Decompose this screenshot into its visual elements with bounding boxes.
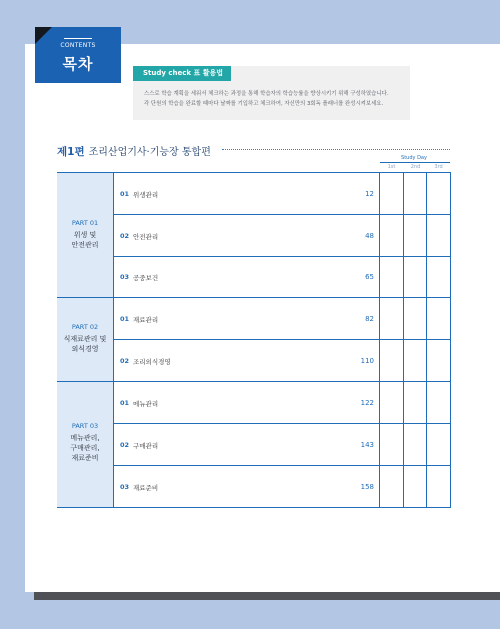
row-number: 01 [120, 315, 130, 323]
chapter-heading [57, 140, 211, 158]
part-name-line: 식재료관리 및 [63, 335, 107, 343]
study-day-label: Study Day [401, 155, 427, 161]
row-number: 02 [120, 357, 130, 365]
row-page: 122 [360, 399, 374, 407]
row-title: 구매관리 [133, 442, 159, 450]
row-title: 메뉴관리 [133, 400, 159, 408]
chapter-number: 제1편 [57, 146, 85, 158]
row-title: 재료관리 [133, 316, 159, 324]
row-page: 65 [365, 273, 374, 281]
study-day-divider-2nd [403, 172, 404, 508]
row-number: 01 [120, 190, 130, 198]
part-name-line: 위생 및 [73, 231, 97, 239]
contents-label: CONTENTS [60, 42, 96, 49]
study-check-tab: Study check 표 활용법 [133, 66, 231, 81]
part-03-label [57, 422, 113, 463]
badge-divider [64, 38, 92, 39]
part-code: PART 02 [71, 323, 99, 331]
row-title: 공중보건 [133, 274, 159, 282]
study-day-col-3rd: 3rd [434, 164, 443, 170]
part-name-line: 재료준비 [71, 454, 99, 462]
row-page: 48 [365, 232, 374, 240]
part-name-line: 안전관리 [71, 241, 99, 249]
row-page: 82 [365, 315, 374, 323]
table-row[interactable] [113, 215, 450, 257]
part-name-line: 구매관리, [70, 444, 100, 452]
row-page: 12 [365, 190, 374, 198]
part-01-label [57, 219, 113, 250]
table-row[interactable] [113, 257, 450, 298]
study-day-divider-1st [379, 172, 380, 508]
study-check-line-1: 스스로 학습 계획을 세워서 체크하는 과정을 통해 학습자의 학습능률을 향상시키기 위해 구성하였습니다. [144, 91, 389, 97]
chapter-dotted-rule [222, 149, 450, 150]
row-number: 03 [120, 273, 130, 281]
row-title: 조리외식경영 [133, 358, 171, 366]
part-code: PART 01 [71, 219, 99, 227]
study-day-rule [380, 162, 450, 163]
chapter-title: 조리산업기사·기능장 통합편 [88, 147, 211, 158]
study-day-divider-3rd [426, 172, 427, 508]
row-number: 03 [120, 483, 130, 491]
row-number: 02 [120, 441, 130, 449]
table-row[interactable] [113, 382, 450, 424]
row-title: 재료준비 [133, 484, 159, 492]
row-number: 01 [120, 399, 130, 407]
page-title: 목차 [62, 55, 94, 73]
row-title: 위생관리 [133, 191, 159, 199]
part-name-line: 메뉴관리, [70, 434, 100, 442]
part-02-cell [57, 298, 113, 382]
part-code: PART 03 [71, 422, 99, 430]
table-row[interactable] [113, 424, 450, 466]
study-day-col-2nd: 2nd [410, 164, 421, 170]
row-page: 143 [360, 441, 374, 449]
table-row[interactable] [113, 340, 450, 382]
study-day-col-1st: 1st [387, 164, 396, 170]
table-row[interactable] [113, 298, 450, 340]
part-03-cell [57, 382, 113, 508]
column-divider [113, 172, 114, 508]
row-page: 158 [360, 483, 374, 491]
part-name-line: 외식경영 [71, 345, 99, 353]
row-title: 안전관리 [133, 233, 159, 241]
part-02-label [57, 323, 113, 354]
study-check-line-2: 각 단원의 학습을 완료할 때마다 날짜를 기입하고 체크하여, 자신만의 3회독 플래너를 완성시켜보세요. [144, 101, 384, 107]
row-page: 110 [360, 357, 374, 365]
row-number: 02 [120, 232, 130, 240]
table-row[interactable] [113, 466, 450, 508]
part-01-cell [57, 173, 113, 298]
table-row[interactable] [113, 173, 450, 215]
study-day-divider-end [450, 172, 451, 508]
